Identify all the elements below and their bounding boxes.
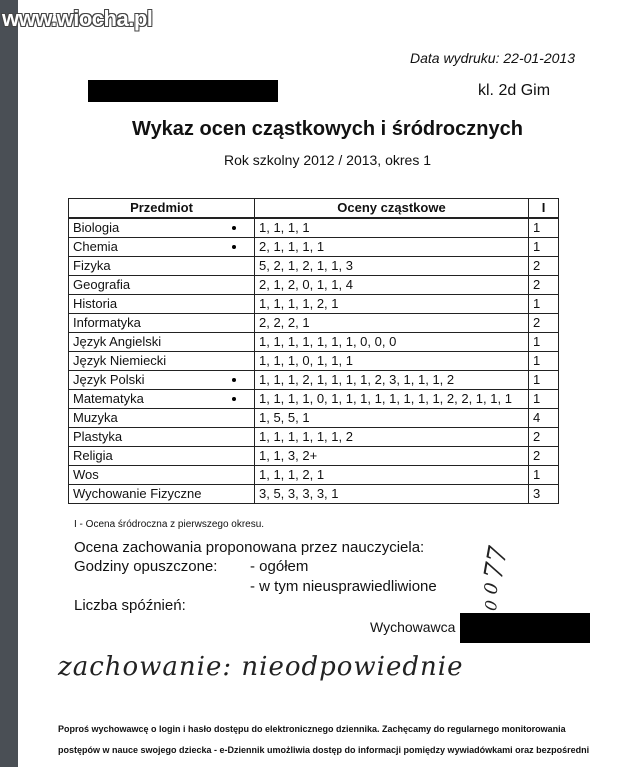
term-grade-cell: 1 — [529, 466, 559, 485]
table-legend: I - Ocena śródroczna z pierwszego okresu. — [74, 519, 265, 530]
term-grade-cell: 2 — [529, 428, 559, 447]
absences-unexcused-handwritten: 0 — [480, 581, 504, 596]
ink-dot-mark — [232, 397, 236, 401]
grades-cell: 2, 1, 2, 0, 1, 1, 4 — [255, 276, 529, 295]
grades-cell: 1, 1, 1, 1, 1, 1, 2 — [255, 428, 529, 447]
redacted-tutor-name — [460, 613, 590, 643]
term-grade-cell: 2 — [529, 314, 559, 333]
footer-line-1: Poproś wychowawcę o login i hasło dostępu do elektronicznego dziennika. Zachęcamy do regularnego monitorowania — [58, 724, 566, 734]
header-subject: Przedmiot — [69, 199, 255, 219]
grades-table — [68, 198, 559, 504]
term-grade-cell: 1 — [529, 333, 559, 352]
footer-line-2: postępów w nauce swojego dziecka - e-Dziennik umożliwia dostęp do informacji pomiędzy wywiadówkami oraz bezpośredni — [58, 745, 590, 755]
subject-name: Informatyka — [73, 315, 141, 330]
subject-cell — [69, 295, 255, 314]
subject-name: Język Polski — [73, 372, 145, 387]
subject-cell — [69, 466, 255, 485]
ink-dot-mark — [232, 245, 236, 249]
subject-name: Religia — [73, 448, 113, 463]
term-grade-cell: 1 — [529, 390, 559, 409]
subject-name: Język Angielski — [73, 334, 162, 349]
table-row — [69, 218, 559, 238]
table-row — [69, 314, 559, 333]
behaviour-line: Ocena zachowania proponowana przez nauczyciela: — [74, 539, 425, 556]
term-grade-cell: 2 — [529, 447, 559, 466]
subject-name: Fizyka — [73, 258, 111, 273]
table-row — [69, 352, 559, 371]
table-row — [69, 257, 559, 276]
subject-cell — [69, 314, 255, 333]
absences-total-handwritten: 77 — [478, 544, 515, 582]
redacted-student-name — [88, 80, 278, 102]
subject-name: Wos — [73, 467, 99, 482]
table-row — [69, 466, 559, 485]
subject-name: Biologia — [73, 220, 120, 235]
table-row — [69, 428, 559, 447]
subject-name: Historia — [73, 296, 118, 311]
grades-cell: 2, 2, 2, 1 — [255, 314, 529, 333]
subject-name: Plastyka — [73, 429, 123, 444]
subject-cell — [69, 428, 255, 447]
table-row — [69, 485, 559, 504]
school-year: Rok szkolny 2012 / 2013, okres 1 — [223, 152, 431, 168]
grades-cell: 1, 1, 1, 0, 1, 1, 1 — [255, 352, 529, 371]
term-grade-cell: 1 — [529, 218, 559, 238]
subject-cell — [69, 333, 255, 352]
grades-cell: 1, 1, 1, 1, 1, 1, 1, 0, 0, 0 — [255, 333, 529, 352]
handwritten-behaviour-note: zachowanie: nieodpowiednie — [58, 652, 464, 682]
table-body — [69, 218, 559, 504]
document-title: Wykaz ocen cząstkowych i śródrocznych — [132, 118, 523, 140]
watermark-logo: www.wiocha.pl — [2, 6, 153, 31]
table-row — [69, 409, 559, 428]
subject-cell — [69, 485, 255, 504]
subject-cell — [69, 352, 255, 371]
grades-cell: 1, 1, 3, 2+ — [255, 447, 529, 466]
table-row — [69, 238, 559, 257]
subject-cell — [69, 390, 255, 409]
absences-label: Godziny opuszczone: — [74, 558, 218, 575]
table-row — [69, 447, 559, 466]
table-row — [69, 333, 559, 352]
table-row — [69, 276, 559, 295]
table-header-row — [69, 199, 559, 219]
term-grade-cell: 2 — [529, 257, 559, 276]
header-term: I — [529, 199, 559, 219]
term-grade-cell: 1 — [529, 352, 559, 371]
absences-unexcused-label: - w tym nieusprawiedliwione — [250, 578, 437, 595]
absences-total-label: - ogółem — [250, 558, 309, 575]
ink-dot-mark — [232, 378, 236, 382]
grades-cell: 1, 1, 1, 1, 0, 1, 1, 1, 1, 1, 1, 1, 1, 2, 2, 1, 1, 1 — [255, 390, 529, 409]
table-row — [69, 371, 559, 390]
subject-cell — [69, 238, 255, 257]
subject-cell — [69, 218, 255, 238]
subject-cell — [69, 409, 255, 428]
grades-cell: 1, 5, 5, 1 — [255, 409, 529, 428]
subject-name: Geografia — [73, 277, 131, 292]
subject-name: Muzyka — [73, 410, 118, 425]
background-strip — [0, 0, 18, 767]
term-grade-cell: 4 — [529, 409, 559, 428]
subject-cell — [69, 276, 255, 295]
subject-cell — [69, 257, 255, 276]
subject-cell — [69, 371, 255, 390]
subject-name: Chemia — [73, 239, 118, 254]
header-grades: Oceny cząstkowe — [255, 199, 529, 219]
class-label: kl. 2d Gim — [478, 82, 551, 99]
table-row — [69, 295, 559, 314]
tutor-label: Wychowawca — [370, 619, 456, 635]
table-row — [69, 390, 559, 409]
grades-cell: 2, 1, 1, 1, 1 — [255, 238, 529, 257]
ink-dot-mark — [232, 226, 236, 230]
lateness-label: Liczba spóźnień: — [74, 597, 186, 614]
grades-cell: 3, 5, 3, 3, 3, 1 — [255, 485, 529, 504]
print-date: Data wydruku: 22-01-2013 — [410, 50, 575, 66]
subject-cell — [69, 447, 255, 466]
subject-name: Matematyka — [73, 391, 144, 406]
term-grade-cell: 1 — [529, 238, 559, 257]
subject-name: Język Niemiecki — [73, 353, 167, 368]
term-grade-cell: 1 — [529, 371, 559, 390]
grades-cell: 1, 1, 1, 2, 1 — [255, 466, 529, 485]
term-grade-cell: 2 — [529, 276, 559, 295]
term-grade-cell: 3 — [529, 485, 559, 504]
lateness-handwritten: 0 — [480, 598, 502, 613]
subject-name: Wychowanie Fizyczne — [73, 486, 202, 501]
document-page — [18, 0, 637, 767]
grades-cell: 5, 2, 1, 2, 1, 1, 3 — [255, 257, 529, 276]
grades-cell: 1, 1, 1, 1, 2, 1 — [255, 295, 529, 314]
grades-cell: 1, 1, 1, 1 — [255, 218, 529, 238]
term-grade-cell: 1 — [529, 295, 559, 314]
grades-cell: 1, 1, 1, 2, 1, 1, 1, 1, 2, 3, 1, 1, 1, 2 — [255, 371, 529, 390]
